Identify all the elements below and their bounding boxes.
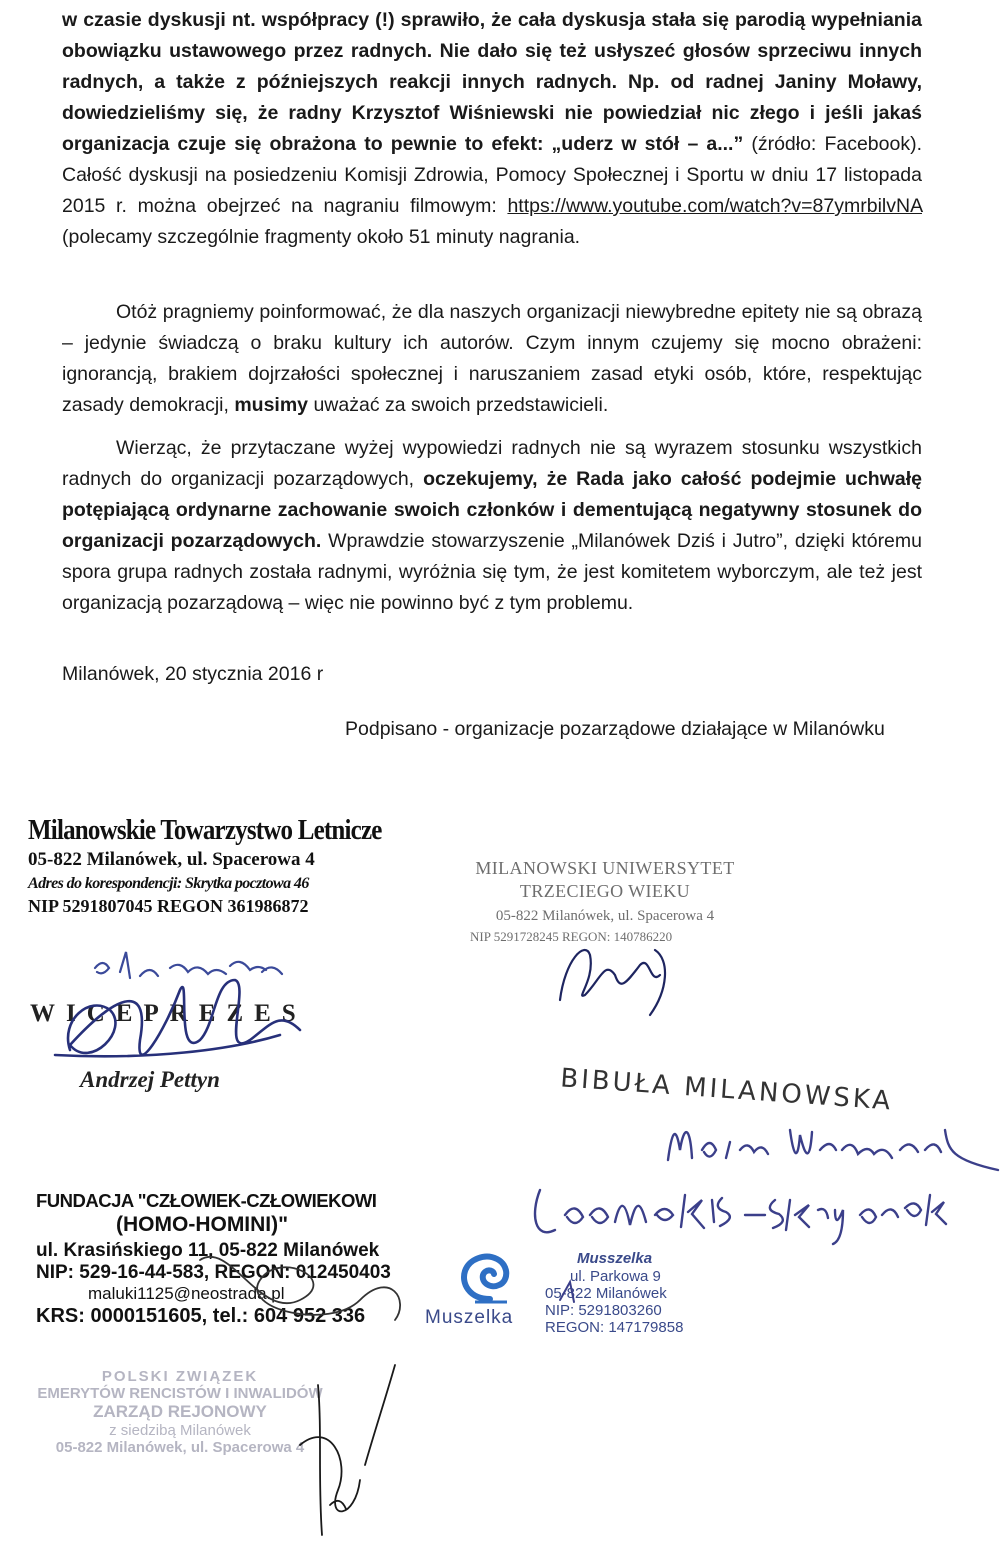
youtube-link[interactable]: https://www.youtube.com/watch?v=87ymrbilvNA (507, 195, 922, 217)
paragraph-request (62, 433, 922, 619)
name-stamp: Andrzej Pettyn (80, 1067, 220, 1092)
stamp-line: TRZECIEGO WIEKU (519, 881, 691, 901)
stamp-line: REGON: 147179858 (545, 1319, 684, 1336)
stamp-line: ZARZĄD REJONOWY (93, 1402, 267, 1421)
mtl-handwriting-signature (95, 952, 282, 978)
paragraph-text: uważać za swoich przedstawicieli. (308, 394, 609, 416)
stamp-line: maluki1125@neostrada.pl (88, 1284, 285, 1303)
stamp-line: NIP: 529-16-44-583, REGON: 012450403 (36, 1262, 391, 1283)
stamp-line: 05-822 Milanówek, ul. Spacerowa 4 (55, 1439, 305, 1456)
stamp-line: 05-822 Milanówek, ul. Spacerowa 4 (495, 908, 715, 924)
stamp-line: EMERYTÓW RENCISTÓW I INWALIDÓW (37, 1385, 323, 1402)
paragraph-text: Wprawdzie stowarzyszenie „Milanówek Dziś i Jutro”, dzięki któremu spora grupa radnych została radnymi, wyróżnia się tym, że jest komitetem wyborczym, ale też jest organizacją pozarządową – więc nie powinno być z tym problemu. (62, 530, 922, 614)
bold-text: musimy (234, 394, 309, 416)
musszelka-logo-label: Muszelka (425, 1307, 514, 1328)
stamp-line: NIP: 5291803260 (545, 1302, 662, 1319)
paragraph-insult (62, 297, 922, 421)
musszelka-stamp (545, 1250, 683, 1336)
stamp-line: z siedzibą Milanówek (109, 1422, 251, 1439)
paragraph-text: Wierząc, że przytaczane wyżej wypowiedzi radnych nie są wyrazem stosunku wszystkich radnych do organizacji pozarządowych, (62, 437, 922, 490)
stamp-line: FUNDACJA "CZŁOWIEK-CZŁOWIEKOWI (36, 1190, 377, 1211)
stamp-line: ul. Krasińskiego 11, 05-822 Milanówek (36, 1240, 380, 1261)
stamp-line: ul. Parkowa 9 (570, 1268, 661, 1285)
bold-text: oczekujemy, że Rada jako całość podejmie uchwałę potępiającą ordynarne zachowanie swoich członków i dementującą negatywny stosunek do organizacji pozarządowych. (62, 468, 922, 552)
stamp-line: Adres do korespondencji: Skrytka pocztowa 46 (28, 875, 309, 892)
letter-date: Milanówek, 20 stycznia 2016 r (62, 663, 324, 685)
paragraph-discussion (62, 5, 922, 253)
role-stamp: WICEPREZES (30, 1000, 307, 1027)
muw-signature (560, 950, 665, 1015)
paragraph-text: (polecamy szczególnie fragmenty około 51 minuty nagrania. (62, 226, 581, 248)
muw-stamp (470, 858, 740, 945)
stamp-line: 05-822 Milanówek (545, 1285, 667, 1302)
stamp-line: Musszelka (577, 1250, 653, 1267)
stamp-line: (HOMO-HOMINI)" (116, 1213, 289, 1236)
paragraph-text: (źródło: Facebook). Całość dyskusji na posiedzeniu Komisji Zdrowia, Pomocy Społecznej i Sportu w dniu 17 listopada 2015 r. można obejrzeć na nagraniu filmowym: (62, 133, 923, 217)
spiral-shell-icon (455, 1247, 525, 1307)
stamp-line: NIP 5291728245 REGON: 140786220 (470, 929, 673, 944)
bold-text: w czasie dyskusji nt. współpracy (!) sprawiło, że cała dyskusja stała się parodią wypełniania obowiązku ustawowego przez radnych. Nie dało się też usłyszeć głosów sprzeciwu innych radnych, a także z późniejszych reakcji innych radnych. Np. od radnej Janiny Moławy, dowiedzieliśmy się, że radny Krzysztof Wiśniewski nie powiedział nic złego i jeśli jakaś organizacja czuje się obrażona to pewnie to efekt: „uderz w stół – a...” (62, 9, 922, 155)
signed-by-line: Podpisano - organizacje pozarządowe działające w Milanówku (345, 718, 885, 740)
stamp-line: POLSKI ZWIĄZEK (101, 1368, 259, 1385)
fch-stamp (36, 1190, 391, 1328)
pzeri-stamp (15, 1368, 345, 1456)
stamp-line: 05-822 Milanówek, ul. Spacerowa 4 (28, 849, 315, 870)
mtl-stamp (28, 815, 382, 917)
stamp-line: MILANOWSKI UNIWERSYTET (475, 858, 735, 878)
bibula-handwritten-name: BIBUŁA MILANOWSKA (559, 1063, 895, 1117)
joanna-signature (535, 1190, 946, 1244)
stamp-line: NIP 5291807045 REGON 361986872 (28, 896, 309, 916)
stamp-line: Milanowskie Towarzystwo Letnicze (28, 815, 382, 847)
stamp-line: KRS: 0000151605, tel.: 604 952 336 (36, 1305, 366, 1327)
paragraph-text: Otóż pragniemy poinformować, że dla naszych organizacji niewybredne epitety nie są obrazą – jedynie świadczą o braku kultury ich autorów. Czym innym czujemy się mocno obrażeni: ignorancją, brakiem dojrzałości społecznej i naruszaniem zasad etyki osób, które, respektując zasady demokracji, (62, 301, 922, 416)
maria-signature (668, 1130, 998, 1170)
